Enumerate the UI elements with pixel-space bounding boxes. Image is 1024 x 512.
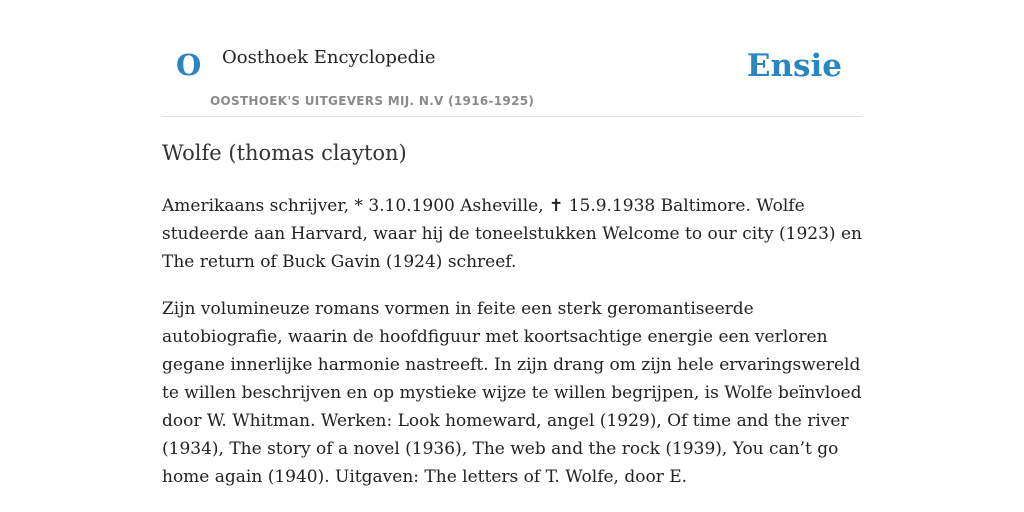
source-header <box>162 38 862 117</box>
source-title-link[interactable]: Oosthoek Encyclopedie <box>222 47 436 68</box>
source-logo[interactable]: O <box>176 48 202 82</box>
source-subtitle: OOSTHOEK'S UITGEVERS MIJ. N.V (1916-1925) <box>210 94 535 108</box>
entry-title: Wolfe (thomas clayton) <box>162 141 407 165</box>
entry-body <box>162 192 862 510</box>
entry-paragraph: Amerikaans schrijver, * 3.10.1900 Asheville, ✝ 15.9.1938 Baltimore. Wolfe studeerde aan Harvard, waar hij de toneelstukken Welcome to our city (1923) en The return of Buck Gavin (1924) schreef. <box>162 196 862 272</box>
entry-paragraph: Zijn volumineuze romans vormen in feite een sterk geromantiseerde autobiografie, waarin de hoofdfiguur met koortsachtige energie een verloren gegane innerlijke harmonie nastreeft. In zijn drang om zijn hele ervaringswereld te willen beschrijven en op mystieke wijze te willen begrijpen, is Wolfe beïnvloed door W. Whitman. Werken: Look homeward, angel (1929), Of time and the river (1934), The story of a novel (1936), The web and the rock (1939), You can’t go home again (1940). Uitgaven: The letters of T. Wolfe, door E. <box>162 299 862 487</box>
brand-logo[interactable]: Ensie <box>746 48 842 84</box>
